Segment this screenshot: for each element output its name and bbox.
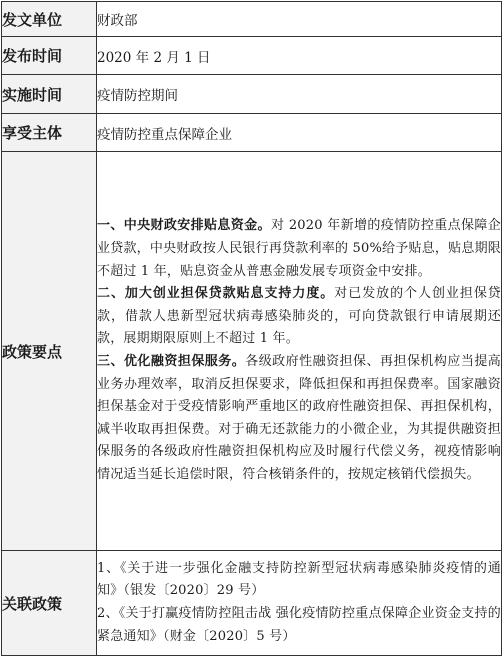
row-key-points [2, 152, 502, 551]
row-beneficiary [2, 114, 502, 152]
key-point-heading: 一、中央财政安排贴息资金。 [97, 218, 271, 234]
issuer-label: 发文单位 [2, 2, 97, 37]
beneficiary-label: 享受主体 [2, 114, 97, 152]
row-issuer [2, 2, 502, 37]
key-point-item [97, 351, 501, 487]
policy-info-table [1, 1, 502, 656]
related-policies-label: 关联政策 [2, 551, 97, 656]
key-point-text: 对 2020 年新增的疫情防控重点保障企业贷款，中央财政按人民银行再贷款利率的 50%给予贴息，贴息期限不超过 1 年，贴息资金从普惠金融发展专项资金中安排。 [97, 218, 501, 279]
release-date-value: 2020 年 2 月 1 日 [97, 37, 502, 75]
issuer-value: 财政部 [97, 2, 502, 37]
beneficiary-value: 疫情防控重点保障企业 [97, 114, 502, 152]
key-point-heading: 三、优化融资担保服务。 [97, 354, 246, 369]
effective-period-label: 实施时间 [2, 75, 97, 114]
key-point-item [97, 283, 501, 351]
row-related-policies [2, 551, 502, 656]
row-effective-period [2, 75, 502, 114]
key-point-heading: 二、加大创业担保贷款贴息支持力度。 [97, 286, 335, 302]
related-policy-item: 2、《关于打赢疫情防控阻击战 强化疫情防控重点保障企业资金支持的紧急通知》（财金〔2020〕5 号） [97, 606, 501, 644]
key-point-text: 对已发放的个人创业担保贷款，借款人患新型冠状病毒感染肺炎的，可向贷款银行申请展期还款，展期期限原则上不超过 1 年。 [97, 286, 501, 347]
key-points-label: 政策要点 [2, 152, 97, 551]
related-policy-item: 1、《关于进一步强化金融支持防控新型冠状病毒感染肺炎疫情的通知》（银发〔2020〕29 号） [97, 560, 501, 599]
key-point-text: 各级政府性融资担保、再担保机构应当提高业务办理效率，取消反担保要求，降低担保和再担保费率。国家融资担保基金对于受疫情影响严重地区的政府性融资担保、再担保机构，减半收取再担保费。对于确无还款能力的小微企业，为其提供融资担保服务的各级政府性融资担保机构应及时履行代偿义务，视疫情影响情况适当延长追偿时限，符合核销条件的，按规定核销代偿损失。 [97, 354, 501, 482]
related-policies-content [97, 551, 502, 656]
release-date-label: 发布时间 [2, 37, 97, 75]
row-release-date [2, 37, 502, 75]
key-points-content [97, 152, 502, 551]
key-point-item [97, 215, 501, 283]
effective-period-value: 疫情防控期间 [97, 75, 502, 114]
